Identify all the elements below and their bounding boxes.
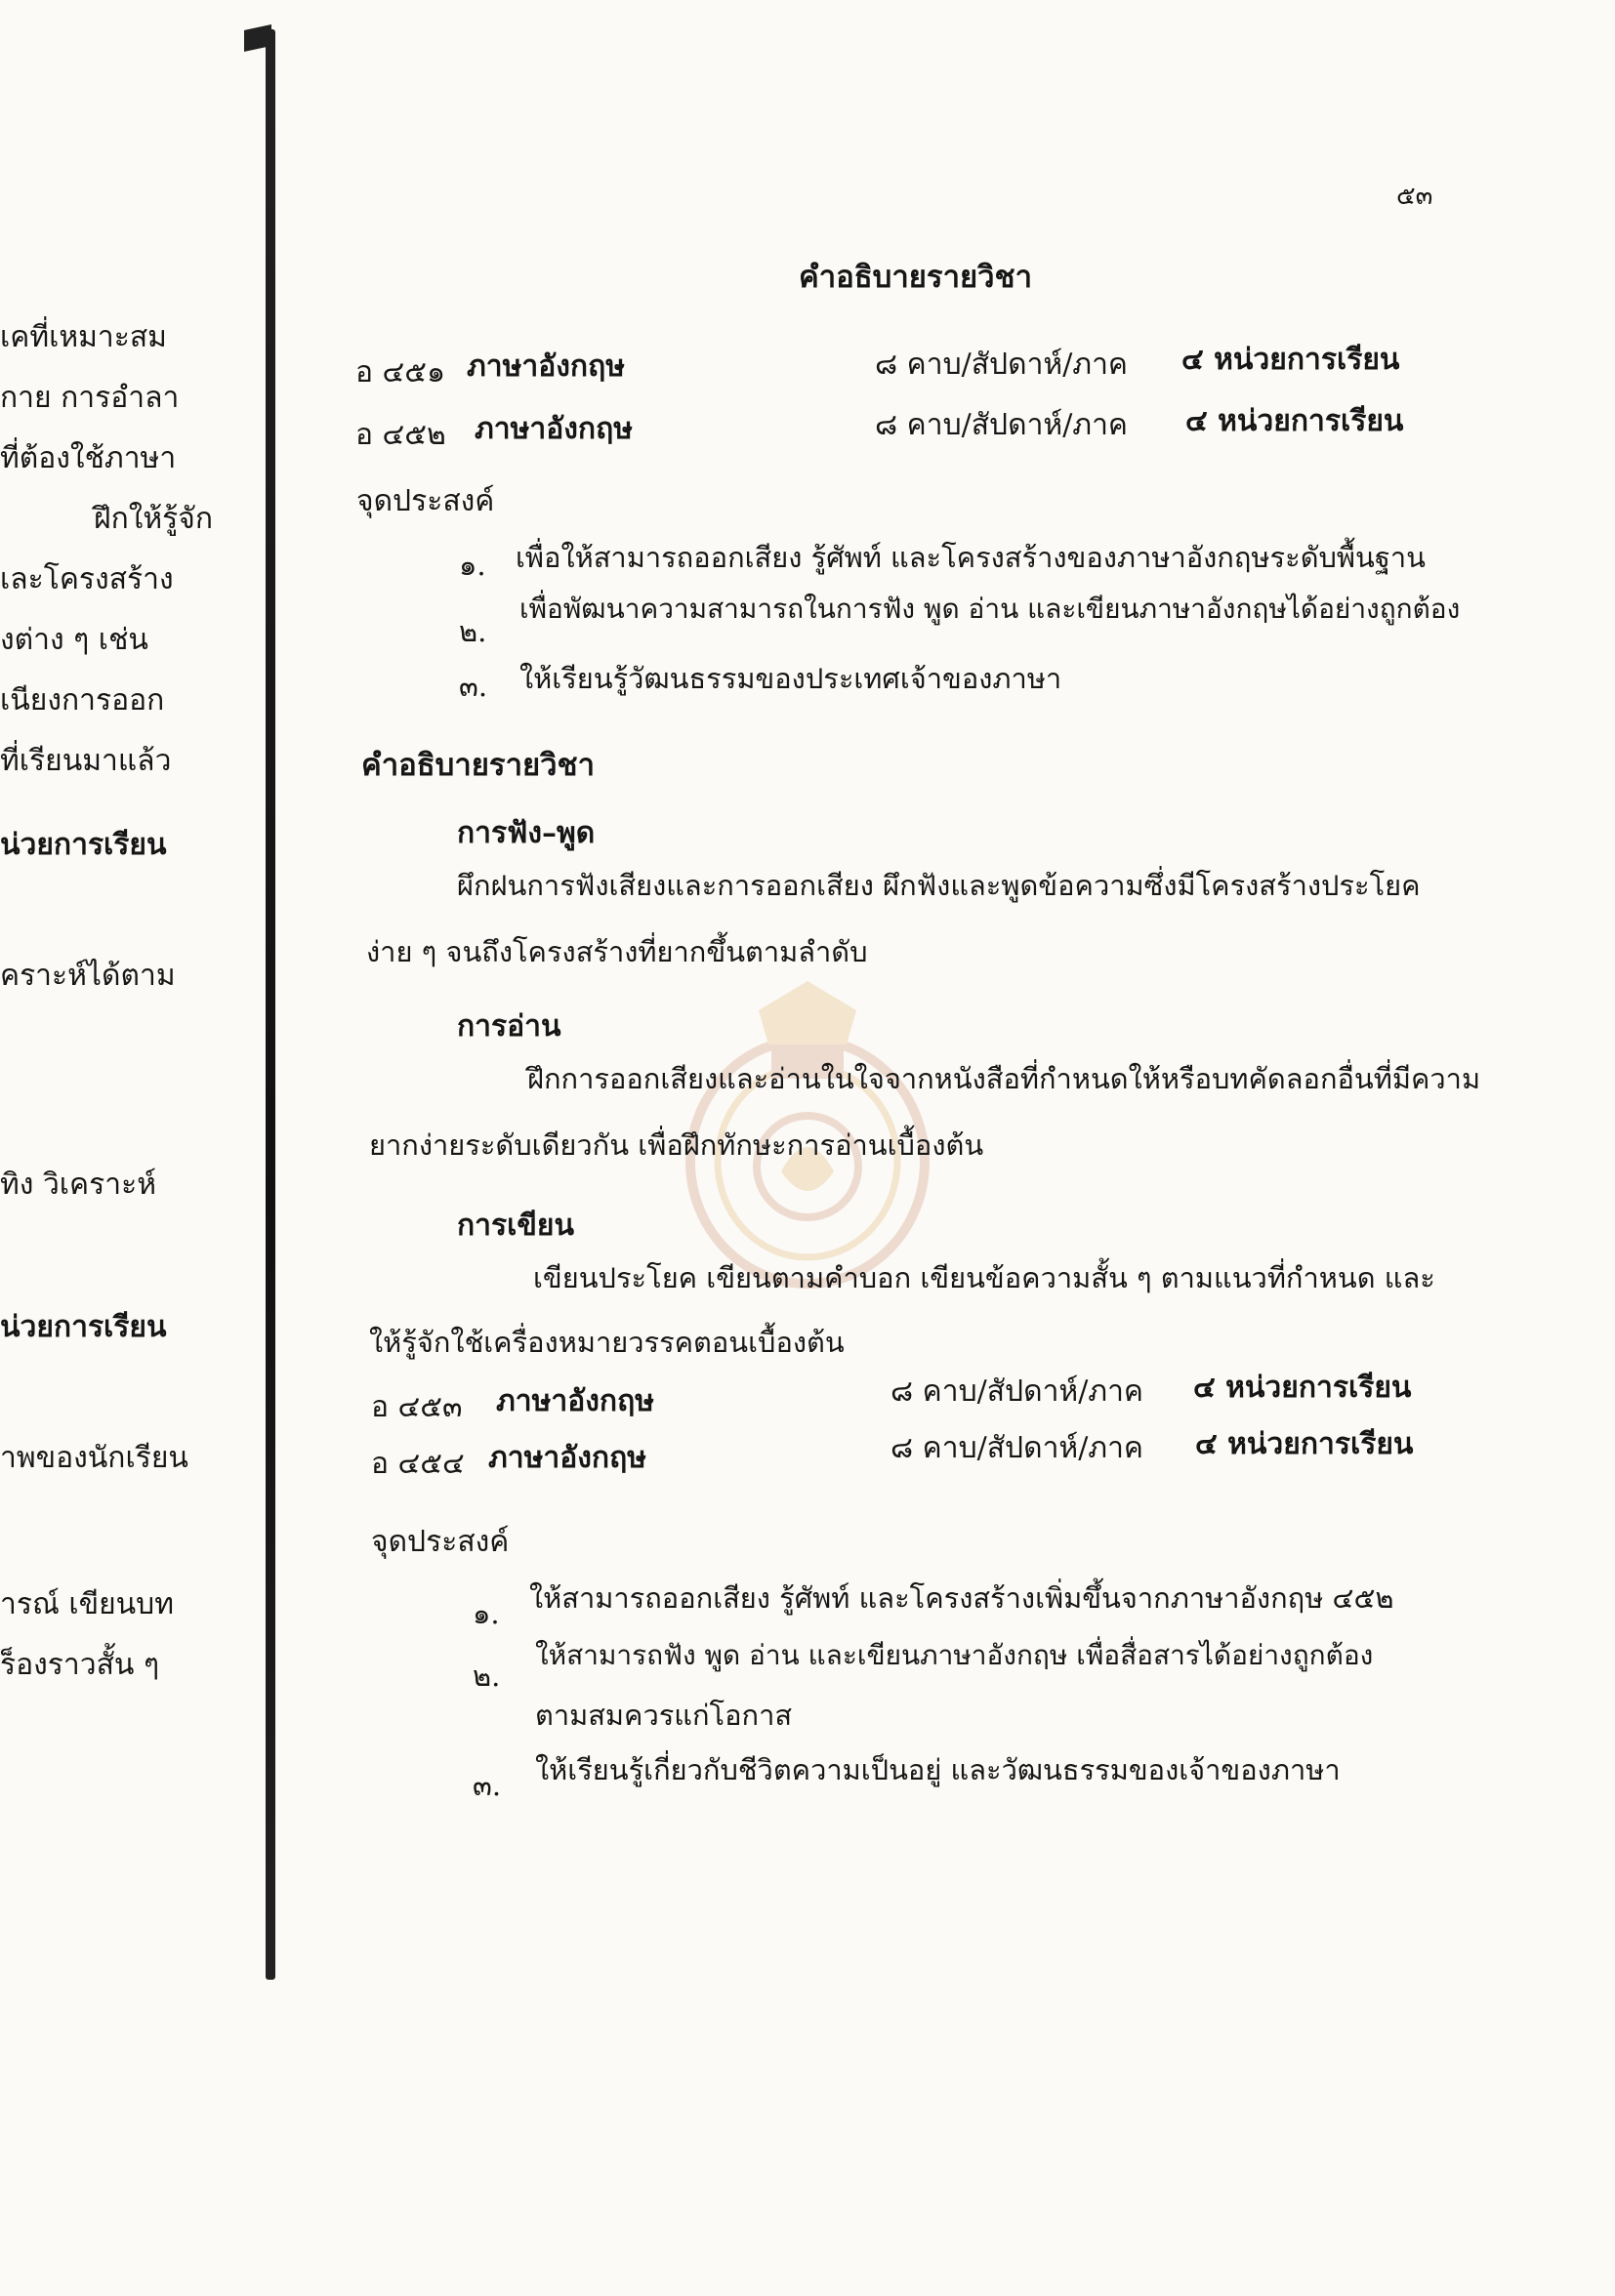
objective-text-continued: ตามสมควรแก่โอกาส (535, 1699, 793, 1732)
objective-number: ๒. (459, 615, 487, 648)
binding-gutter-line (266, 29, 275, 1980)
objective-text: เพื่อให้สามารถออกเสียง รู้ศัพท์ และโครงสร้างของภาษาอังกฤษระดับพื้นฐาน (516, 541, 1426, 574)
course-code: อ ๔๕๔ (371, 1447, 465, 1481)
objective-number: ๑. (473, 1597, 500, 1630)
course-periods: ๘ คาบ/สัปดาห์/ภาค (890, 1431, 1143, 1465)
objective-text: ให้สามารถออกเสียง รู้ศัพท์ และโครงสร้างเพิ่มขึ้นจากภาษาอังกฤษ ๔๕๒ (529, 1581, 1394, 1615)
description-heading: คำอธิบายรายวิชา (361, 748, 596, 783)
margin-fragment: ทิง วิเคราะห์ (0, 1168, 156, 1202)
course-code: อ ๔๕๓ (371, 1390, 463, 1424)
section-text: ให้รู้จักใช้เครื่องหมายวรรคตอนเบื้องต้น (369, 1326, 845, 1359)
objective-text: ให้สามารถฟัง พูด อ่าน และเขียนภาษาอังกฤษ เพื่อสื่อสารได้อย่างถูกต้อง (535, 1639, 1374, 1671)
page-title: คำอธิบายรายวิชา (799, 260, 1033, 295)
margin-fragment: เนียงการออก (0, 683, 165, 718)
course-periods: ๘ คาบ/สัปดาห์/ภาค (890, 1374, 1143, 1409)
margin-fragment: ที่เรียนมาแล้ว (0, 744, 172, 778)
section-heading: การฟัง–พูด (457, 816, 596, 850)
objectives-heading: จุดประสงค์ (371, 1525, 510, 1559)
course-units: ๔ หน่วยการเรียน (1193, 1371, 1412, 1405)
objective-text: ให้เรียนรู้เกี่ยวกับชีวิตความเป็นอยู่ และวัฒนธรรมของเจ้าของภาษา (535, 1753, 1341, 1786)
page-number: ๕๓ (1396, 182, 1433, 211)
section-text: ผึกฝนการฟังเสียงและการออกเสียง ผึกฟังและพูดข้อความซึ่งมีโครงสร้างประโยค (457, 869, 1421, 902)
course-units: ๔ หน่วยการเรียน (1195, 1427, 1414, 1461)
section-text: ยากง่ายระดับเดียวกัน เพื่อฝึกทักษะการอ่านเบื้องต้น (369, 1128, 984, 1162)
objective-text: เพื่อพัฒนาความสามารถในการฟัง พูด อ่าน และเขียนภาษาอังกฤษได้อย่างถูกต้อง (519, 593, 1461, 625)
margin-fragment: กาย การอำลา (0, 381, 180, 415)
objective-number: ๒. (473, 1660, 501, 1693)
section-heading: การอ่าน (457, 1009, 561, 1044)
course-code: อ ๔๕๑ (355, 355, 446, 390)
margin-fragment: ที่ต้องใช้ภาษา (0, 441, 177, 475)
objective-number: ๓. (459, 670, 488, 703)
course-periods: ๘ คาบ/สัปดาห์/ภาค (875, 348, 1128, 382)
section-text: เขียนประโยค เขียนตามคำบอก เขียนข้อความสั้น ๆ ตามแนวที่กำหนด และ (533, 1261, 1435, 1294)
objective-text: ให้เรียนรู้วัฒนธรรมของประเทศเจ้าของภาษา (519, 662, 1062, 695)
section-heading: การเขียน (457, 1209, 574, 1243)
objective-number: ๑. (459, 549, 486, 582)
course-name: ภาษาอังกฤษ (488, 1441, 647, 1475)
margin-fragment: าพของนักเรียน (0, 1441, 188, 1475)
margin-fragment: ารณ์ เขียนบท (0, 1587, 174, 1621)
course-units: ๔ หน่วยการเรียน (1181, 343, 1400, 377)
course-code: อ ๔๕๒ (355, 418, 446, 452)
margin-fragment: เละโครงสร้าง (0, 562, 174, 596)
margin-fragment: ฝึกให้รู้จัก (94, 502, 214, 536)
margin-fragment: ร็องราวสั้น ๆ (0, 1648, 160, 1682)
section-text: ฝึกการออกเสียงและอ่านในใจจากหนังสือที่กำหนดให้หรือบทคัดลอกอื่นที่มีความ (527, 1062, 1481, 1095)
course-name: ภาษาอังกฤษ (496, 1384, 655, 1418)
margin-fragment: งต่าง ๆ เช่น (0, 623, 148, 657)
course-name: ภาษาอังกฤษ (475, 412, 634, 446)
margin-fragment: น่วยการเรียน (0, 828, 167, 862)
margin-fragment: คราะห์ได้ตาม (0, 959, 176, 993)
objectives-heading: จุดประสงค์ (356, 484, 495, 518)
margin-fragment: น่วยการเรียน (0, 1310, 167, 1344)
objective-number: ๓. (473, 1769, 502, 1802)
margin-fragment: เคที่เหมาะสม (0, 320, 167, 354)
course-units: ๔ หน่วยการเรียน (1185, 404, 1404, 438)
course-name: ภาษาอังกฤษ (467, 349, 626, 384)
section-text: ง่าย ๆ จนถึงโครงสร้างที่ยากขึ้นตามลำดับ (366, 935, 868, 968)
course-periods: ๘ คาบ/สัปดาห์/ภาค (875, 408, 1128, 442)
